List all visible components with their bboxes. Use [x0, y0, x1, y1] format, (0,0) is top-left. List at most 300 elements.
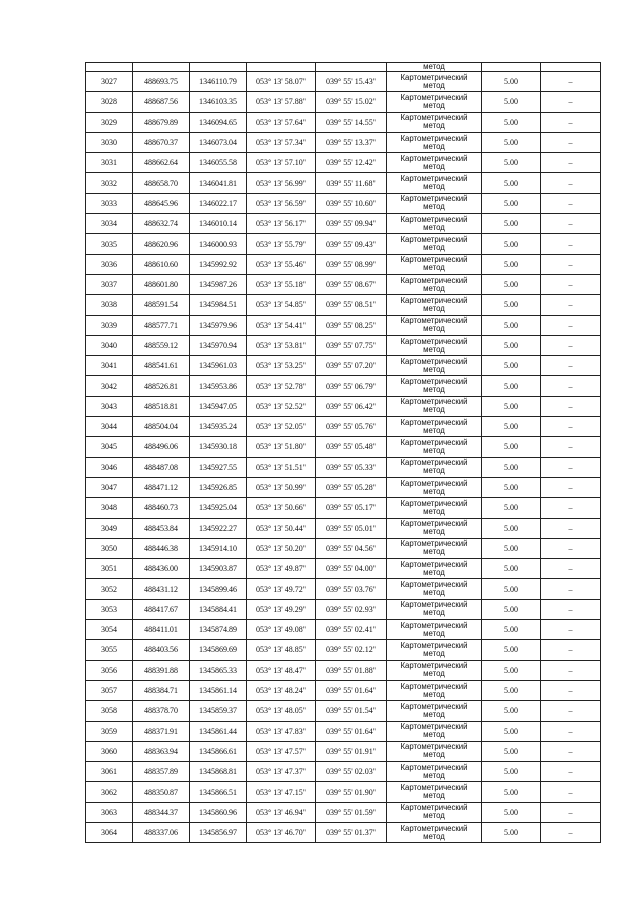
cell-method	[387, 762, 482, 782]
cell-note: –	[541, 72, 601, 92]
table-row	[86, 498, 601, 518]
cell-err: 5.00	[482, 153, 541, 173]
cell-lon: 039° 55' 01.54"	[316, 701, 387, 721]
cell-lat: 053° 13' 47.37"	[247, 762, 316, 782]
cell-id: 3034	[86, 214, 133, 234]
cell-id: 3045	[86, 437, 133, 457]
cell-id: 3055	[86, 640, 133, 660]
cell-y: 1345947.05	[190, 396, 247, 416]
cell-err: 5.00	[482, 457, 541, 477]
cell-id: 3027	[86, 72, 133, 92]
cell-y: 1345884.41	[190, 599, 247, 619]
cell-method	[387, 315, 482, 335]
cell-id: 3053	[86, 599, 133, 619]
cell-note: –	[541, 660, 601, 680]
cell-id: 3051	[86, 559, 133, 579]
table-row	[86, 132, 601, 152]
table-row	[86, 457, 601, 477]
cell-lon: 039° 55' 05.48"	[316, 437, 387, 457]
method-line-1: Картометрический	[400, 600, 468, 610]
cell-method	[387, 477, 482, 497]
method-line-1: Картометрический	[400, 681, 468, 691]
cell-id: 3056	[86, 660, 133, 680]
method-line-2: метод	[423, 445, 445, 455]
cell-err: 5.00	[482, 721, 541, 741]
cell-method	[387, 335, 482, 355]
cell-err: 5.00	[482, 72, 541, 92]
cell-method	[387, 640, 482, 660]
cell-id: 3060	[86, 741, 133, 761]
stub-method-cell: метод	[387, 63, 482, 72]
cell-err: 5.00	[482, 92, 541, 112]
cell-err: 5.00	[482, 477, 541, 497]
cell-method	[387, 112, 482, 132]
cell-note: –	[541, 376, 601, 396]
cell-id: 3041	[86, 356, 133, 376]
cell-err: 5.00	[482, 193, 541, 213]
method-line-2: метод	[423, 141, 445, 151]
method-line-2: метод	[423, 385, 445, 395]
method-line-2: метод	[423, 750, 445, 760]
cell-x: 488453.84	[133, 518, 190, 538]
cell-lat: 053° 13' 55.46"	[247, 254, 316, 274]
method-line-2: метод	[423, 628, 445, 638]
cell-y: 1345874.89	[190, 620, 247, 640]
cell-method	[387, 538, 482, 558]
cell-y: 1345899.46	[190, 579, 247, 599]
cell-x: 488487.08	[133, 457, 190, 477]
cell-x: 488658.70	[133, 173, 190, 193]
method-line-1: Картометрический	[400, 701, 468, 711]
table-row	[86, 640, 601, 660]
method-line-2: метод	[423, 831, 445, 841]
method-line-1: Картометрический	[400, 214, 468, 224]
method-line-2: метод	[423, 405, 445, 415]
coordinates-table	[85, 62, 601, 843]
cell-note: –	[541, 782, 601, 802]
cell-lon: 039° 55' 06.79"	[316, 376, 387, 396]
cell-lat: 053° 13' 55.18"	[247, 274, 316, 294]
cell-method	[387, 559, 482, 579]
cell-method	[387, 822, 482, 842]
stub-cell	[482, 63, 541, 72]
cell-lat: 053° 13' 48.47"	[247, 660, 316, 680]
cell-y: 1345865.33	[190, 660, 247, 680]
cell-lon: 039° 55' 01.91"	[316, 741, 387, 761]
cell-method	[387, 741, 482, 761]
cell-note: –	[541, 254, 601, 274]
method-line-1: Картометрический	[400, 580, 468, 590]
method-line-2: метод	[423, 80, 445, 90]
cell-method	[387, 153, 482, 173]
cell-lat: 053° 13' 50.99"	[247, 477, 316, 497]
cell-y: 1345926.85	[190, 477, 247, 497]
cell-x: 488391.88	[133, 660, 190, 680]
cell-err: 5.00	[482, 254, 541, 274]
cell-y: 1346110.79	[190, 72, 247, 92]
cell-lon: 039° 55' 08.51"	[316, 295, 387, 315]
cell-method	[387, 72, 482, 92]
cell-err: 5.00	[482, 559, 541, 579]
method-line-1: Картометрический	[400, 174, 468, 184]
cell-lon: 039° 55' 05.76"	[316, 417, 387, 437]
method-line-2: метод	[423, 303, 445, 313]
cell-err: 5.00	[482, 802, 541, 822]
table-row	[86, 762, 601, 782]
table-row	[86, 356, 601, 376]
table-row	[86, 477, 601, 497]
method-line-1: Картометрический	[400, 783, 468, 793]
cell-note: –	[541, 599, 601, 619]
cell-y: 1345925.04	[190, 498, 247, 518]
cell-x: 488591.54	[133, 295, 190, 315]
cell-err: 5.00	[482, 112, 541, 132]
method-line-2: метод	[423, 263, 445, 273]
method-line-1: Картометрический	[400, 194, 468, 204]
method-line-1: Картометрический	[400, 153, 468, 163]
cell-method	[387, 579, 482, 599]
cell-x: 488601.80	[133, 274, 190, 294]
cell-x: 488504.04	[133, 417, 190, 437]
method-line-1: Картометрический	[400, 377, 468, 387]
table-row	[86, 92, 601, 112]
cell-y: 1346041.81	[190, 173, 247, 193]
cell-id: 3038	[86, 295, 133, 315]
method-line-2: метод	[423, 730, 445, 740]
cell-lat: 053° 13' 47.83"	[247, 721, 316, 741]
method-line-2: метод	[423, 689, 445, 699]
cell-lon: 039° 55' 11.68"	[316, 173, 387, 193]
cell-method	[387, 254, 482, 274]
table-row	[86, 741, 601, 761]
cell-lon: 039° 55' 07.20"	[316, 356, 387, 376]
cell-note: –	[541, 295, 601, 315]
cell-x: 488471.12	[133, 477, 190, 497]
cell-lon: 039° 55' 06.42"	[316, 396, 387, 416]
cell-id: 3030	[86, 132, 133, 152]
table-row	[86, 396, 601, 416]
cell-note: –	[541, 538, 601, 558]
cell-note: –	[541, 559, 601, 579]
cell-y: 1345984.51	[190, 295, 247, 315]
cell-note: –	[541, 214, 601, 234]
method-line-1: Картометрический	[400, 498, 468, 508]
cell-lat: 053° 13' 49.08"	[247, 620, 316, 640]
cell-note: –	[541, 417, 601, 437]
cell-err: 5.00	[482, 620, 541, 640]
cell-note: –	[541, 153, 601, 173]
cell-note: –	[541, 680, 601, 700]
cell-y: 1345992.92	[190, 254, 247, 274]
method-line-1: Картометрический	[400, 92, 468, 102]
cell-lat: 053° 13' 52.05"	[247, 417, 316, 437]
cell-lon: 039° 55' 02.93"	[316, 599, 387, 619]
cell-err: 5.00	[482, 315, 541, 335]
continuation-row	[86, 63, 601, 72]
cell-x: 488344.37	[133, 802, 190, 822]
cell-err: 5.00	[482, 396, 541, 416]
cell-lon: 039° 55' 05.33"	[316, 457, 387, 477]
cell-lon: 039° 55' 03.76"	[316, 579, 387, 599]
cell-y: 1345861.44	[190, 721, 247, 741]
cell-x: 488632.74	[133, 214, 190, 234]
cell-lat: 053° 13' 48.05"	[247, 701, 316, 721]
cell-lon: 039° 55' 12.42"	[316, 153, 387, 173]
table-row	[86, 579, 601, 599]
cell-note: –	[541, 721, 601, 741]
cell-y: 1345859.37	[190, 701, 247, 721]
cell-err: 5.00	[482, 741, 541, 761]
cell-y: 1345979.96	[190, 315, 247, 335]
cell-lon: 039° 55' 08.67"	[316, 274, 387, 294]
method-line-1: Картометрический	[400, 722, 468, 732]
cell-lon: 039° 55' 10.60"	[316, 193, 387, 213]
table-row	[86, 274, 601, 294]
cell-lat: 053° 13' 56.59"	[247, 193, 316, 213]
method-line-1: Картометрический	[400, 661, 468, 671]
cell-lon: 039° 55' 08.99"	[316, 254, 387, 274]
cell-note: –	[541, 92, 601, 112]
cell-id: 3028	[86, 92, 133, 112]
cell-x: 488693.75	[133, 72, 190, 92]
cell-x: 488645.96	[133, 193, 190, 213]
table-row	[86, 315, 601, 335]
cell-id: 3044	[86, 417, 133, 437]
cell-method	[387, 356, 482, 376]
table-row	[86, 599, 601, 619]
cell-x: 488662.64	[133, 153, 190, 173]
cell-id: 3039	[86, 315, 133, 335]
method-line-1: Картометрический	[400, 113, 468, 123]
method-line-1: Картометрический	[400, 803, 468, 813]
cell-lat: 053° 13' 49.87"	[247, 559, 316, 579]
method-line-1: Картометрический	[400, 316, 468, 326]
cell-lat: 053° 13' 47.57"	[247, 741, 316, 761]
cell-id: 3043	[86, 396, 133, 416]
cell-lat: 053° 13' 53.81"	[247, 335, 316, 355]
method-line-2: метод	[423, 669, 445, 679]
cell-y: 1345927.55	[190, 457, 247, 477]
cell-y: 1345856.97	[190, 822, 247, 842]
cell-x: 488679.89	[133, 112, 190, 132]
method-line-1: Картометрический	[400, 620, 468, 630]
cell-err: 5.00	[482, 274, 541, 294]
cell-method	[387, 376, 482, 396]
cell-lat: 053° 13' 55.79"	[247, 234, 316, 254]
cell-err: 5.00	[482, 782, 541, 802]
cell-note: –	[541, 762, 601, 782]
cell-lon: 039° 55' 15.43"	[316, 72, 387, 92]
cell-method	[387, 396, 482, 416]
cell-x: 488357.89	[133, 762, 190, 782]
cell-y: 1345903.87	[190, 559, 247, 579]
cell-y: 1345861.14	[190, 680, 247, 700]
method-line-2: метод	[423, 202, 445, 212]
cell-note: –	[541, 457, 601, 477]
cell-lat: 053° 13' 49.29"	[247, 599, 316, 619]
cell-note: –	[541, 356, 601, 376]
method-line-1: Картометрический	[400, 559, 468, 569]
cell-err: 5.00	[482, 599, 541, 619]
method-line-1: Картометрический	[400, 417, 468, 427]
cell-y: 1345930.18	[190, 437, 247, 457]
cell-method	[387, 498, 482, 518]
cell-y: 1345970.94	[190, 335, 247, 355]
cell-id: 3047	[86, 477, 133, 497]
cell-id: 3037	[86, 274, 133, 294]
cell-lat: 053° 13' 57.10"	[247, 153, 316, 173]
cell-x: 488431.12	[133, 579, 190, 599]
cell-method	[387, 295, 482, 315]
cell-err: 5.00	[482, 660, 541, 680]
cell-x: 488620.96	[133, 234, 190, 254]
method-line-2: метод	[423, 364, 445, 374]
method-line-2: метод	[423, 791, 445, 801]
method-line-2: метод	[423, 283, 445, 293]
table-row	[86, 701, 601, 721]
cell-y: 1345922.27	[190, 518, 247, 538]
method-line-1: Картометрический	[400, 539, 468, 549]
cell-y: 1345961.03	[190, 356, 247, 376]
method-line-2: метод	[423, 506, 445, 516]
cell-lon: 039° 55' 02.41"	[316, 620, 387, 640]
cell-lat: 053° 13' 48.24"	[247, 680, 316, 700]
cell-note: –	[541, 741, 601, 761]
cell-x: 488403.56	[133, 640, 190, 660]
cell-err: 5.00	[482, 356, 541, 376]
method-line-2: метод	[423, 709, 445, 719]
method-line-1: Картометрический	[400, 235, 468, 245]
cell-x: 488496.06	[133, 437, 190, 457]
cell-method	[387, 92, 482, 112]
table-row	[86, 335, 601, 355]
cell-err: 5.00	[482, 214, 541, 234]
table-row	[86, 538, 601, 558]
method-line-2: метод	[423, 486, 445, 496]
cell-id: 3036	[86, 254, 133, 274]
method-line-2: метод	[423, 100, 445, 110]
cell-y: 1345869.69	[190, 640, 247, 660]
cell-err: 5.00	[482, 701, 541, 721]
method-line-1: Картометрический	[400, 742, 468, 752]
cell-lat: 053° 13' 58.07"	[247, 72, 316, 92]
cell-x: 488417.67	[133, 599, 190, 619]
cell-err: 5.00	[482, 498, 541, 518]
cell-lon: 039° 55' 01.64"	[316, 721, 387, 741]
cell-id: 3064	[86, 822, 133, 842]
cell-method	[387, 599, 482, 619]
cell-err: 5.00	[482, 295, 541, 315]
stub-cell	[247, 63, 316, 72]
cell-err: 5.00	[482, 518, 541, 538]
method-line-2: метод	[423, 770, 445, 780]
stub-cell	[190, 63, 247, 72]
table-row	[86, 518, 601, 538]
cell-id: 3042	[86, 376, 133, 396]
cell-id: 3063	[86, 802, 133, 822]
cell-x: 488337.06	[133, 822, 190, 842]
cell-id: 3031	[86, 153, 133, 173]
cell-lon: 039° 55' 02.12"	[316, 640, 387, 660]
method-line-1: Картометрический	[400, 336, 468, 346]
cell-note: –	[541, 822, 601, 842]
cell-y: 1346010.14	[190, 214, 247, 234]
stub-cell	[541, 63, 601, 72]
cell-method	[387, 680, 482, 700]
cell-lat: 053° 13' 48.85"	[247, 640, 316, 660]
method-line-2: метод	[423, 466, 445, 476]
table-row	[86, 437, 601, 457]
table-row	[86, 112, 601, 132]
cell-method	[387, 417, 482, 437]
cell-err: 5.00	[482, 822, 541, 842]
table-row	[86, 721, 601, 741]
cell-id: 3046	[86, 457, 133, 477]
table-row	[86, 680, 601, 700]
cell-lat: 053° 13' 50.20"	[247, 538, 316, 558]
cell-x: 488541.61	[133, 356, 190, 376]
method-line-1: Картометрический	[400, 458, 468, 468]
cell-lon: 039° 55' 13.37"	[316, 132, 387, 152]
cell-x: 488371.91	[133, 721, 190, 741]
cell-lat: 053° 13' 53.25"	[247, 356, 316, 376]
cell-lat: 053° 13' 52.78"	[247, 376, 316, 396]
method-line-2: метод	[423, 182, 445, 192]
method-line-2: метод	[423, 222, 445, 232]
cell-y: 1345953.86	[190, 376, 247, 396]
cell-lon: 039° 55' 01.37"	[316, 822, 387, 842]
cell-id: 3062	[86, 782, 133, 802]
cell-method	[387, 274, 482, 294]
method-line-1: Картометрический	[400, 72, 468, 82]
method-line-2: метод	[423, 547, 445, 557]
method-line-1: Картометрический	[400, 478, 468, 488]
cell-id: 3059	[86, 721, 133, 741]
table-row	[86, 822, 601, 842]
cell-x: 488363.94	[133, 741, 190, 761]
method-line-2: метод	[423, 648, 445, 658]
cell-id: 3035	[86, 234, 133, 254]
table-row	[86, 72, 601, 92]
cell-x: 488446.38	[133, 538, 190, 558]
cell-y: 1346073.04	[190, 132, 247, 152]
method-line-1: Картометрический	[400, 133, 468, 143]
cell-lon: 039° 55' 09.43"	[316, 234, 387, 254]
method-line-2: метод	[423, 608, 445, 618]
cell-x: 488687.56	[133, 92, 190, 112]
table-body	[86, 63, 601, 843]
cell-method	[387, 132, 482, 152]
method-line-1: Картометрический	[400, 762, 468, 772]
cell-id: 3054	[86, 620, 133, 640]
cell-id: 3040	[86, 335, 133, 355]
stub-cell	[133, 63, 190, 72]
cell-note: –	[541, 396, 601, 416]
cell-method	[387, 518, 482, 538]
cell-method	[387, 701, 482, 721]
table-row	[86, 173, 601, 193]
cell-lat: 053° 13' 57.34"	[247, 132, 316, 152]
cell-note: –	[541, 335, 601, 355]
cell-method	[387, 234, 482, 254]
cell-lon: 039° 55' 07.75"	[316, 335, 387, 355]
cell-lat: 053° 13' 57.88"	[247, 92, 316, 112]
cell-method	[387, 193, 482, 213]
method-line-2: метод	[423, 121, 445, 131]
cell-lat: 053° 13' 51.51"	[247, 457, 316, 477]
cell-y: 1345935.24	[190, 417, 247, 437]
cell-err: 5.00	[482, 173, 541, 193]
